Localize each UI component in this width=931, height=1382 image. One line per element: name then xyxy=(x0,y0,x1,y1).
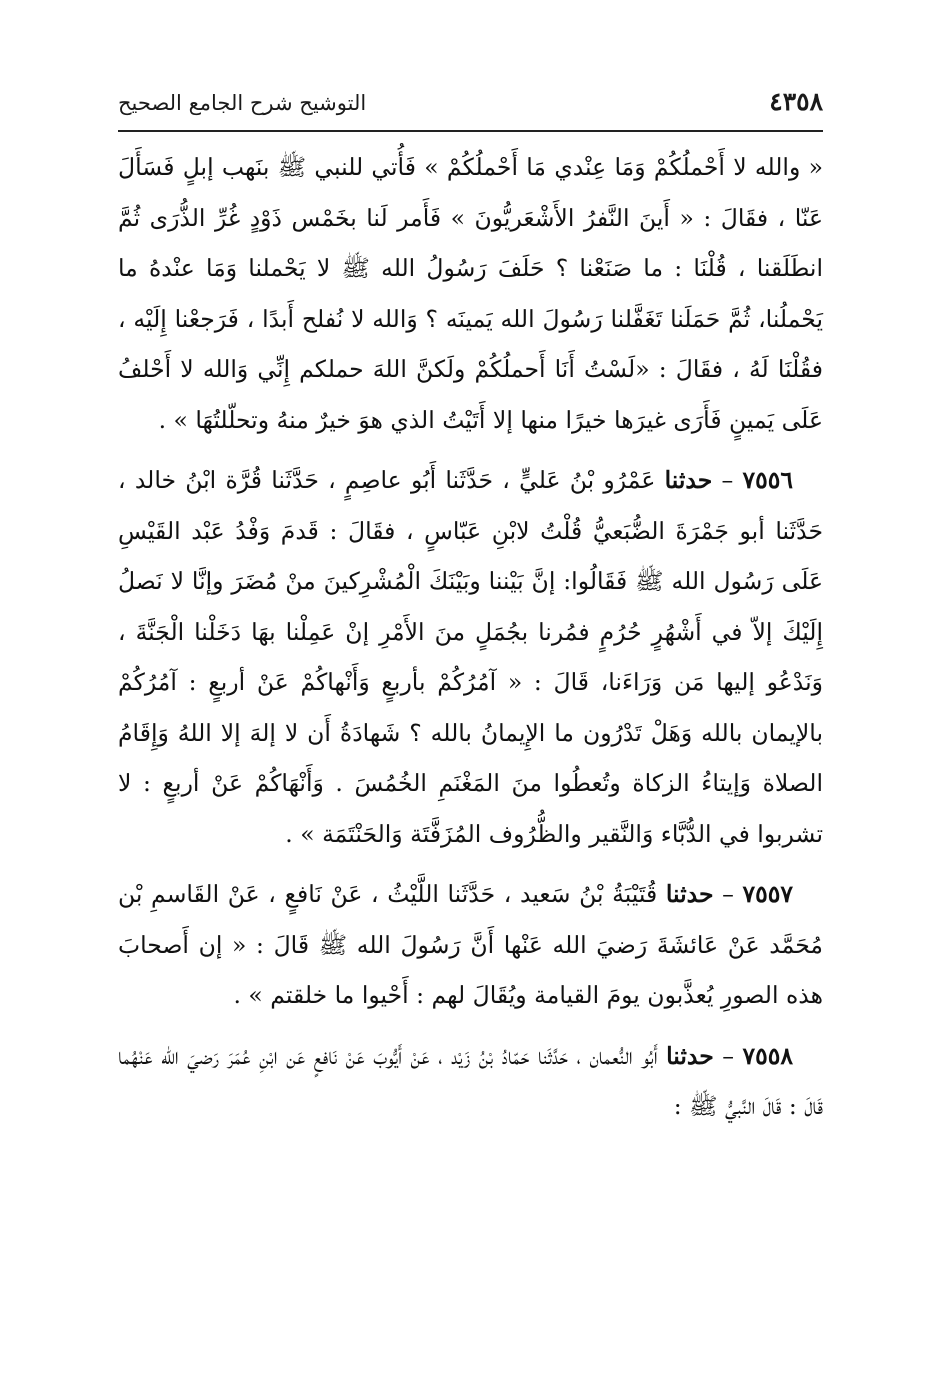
haddathana-keyword: حدثنا xyxy=(666,1041,714,1070)
hadith-7558 xyxy=(118,1031,823,1132)
hadith-dash: – xyxy=(713,1041,743,1070)
hadith-text: أَبُو النُّعمان ، حَدَّثَنا حَمّادُ بْنُ زَيْد ، عَنْ أَيُّوبَ عَنْ نَافعٍ عَن ابْنِ عُمَرَ رَضيَ الله عَنْهُما قَالَ : قَالَ النَّبيُّ ﷺ : xyxy=(118,1041,823,1120)
hadith-dash: – xyxy=(712,466,743,494)
hadith-number: ٧٥٥٧ xyxy=(742,880,793,908)
hadith-7556 xyxy=(118,455,823,859)
hadith-text: عَمْرُو بْنُ عَليٍّ ، حَدَّثَنا أَبُو عاصِمٍ ، حَدَّثَنا قُرَّة ابْنُ خالد ، حَدَّثَنا أبو جَمْرَةَ الضُّبَعيُّ قُلْتُ لابْنِ عَبّاسٍ ، فقَالَ : قَدمَ وَفْدُ عَبْد القَيْسِ عَلَى رَسُول الله ﷺ فَقَالُوا: إنَّ بَيْننا وبَيْنَكَ الْمُشْرِكينَ منْ مُضَرَ وإنَّا لا نَصلُ إِلَيْكَ إلاّ في أَشْهُرٍ حُرُمٍ فمُرنا بجُمَلٍ منَ الأَمْرِ إنْ عَمِلْنا بهَا دَخَلْنا الْجَنَّةَ ، وَنَدْعُو إليها مَن وَرَاءَنا، قَالَ : « آمُرُكُمْ بأربعٍ وَأَنْهاكُمْ عَنْ أربعٍ : آمُرُكُمْ بالإيمان بالله وَهَلْ تَدْرُون ما الإِيمانُ بالله ؟ شَهادَةُ أَن لا إلهَ إلا اللهُ وَإِقَامُ الصلاة وَإيتاءُ الزكاة وتُعطُوا منَ المَغْنَمِ الخُمُسَ . وَأَنْهَاكُمْ عَنْ أربعٍ : لا تشربوا في الدُّبَّاء وَالنَّقير والظُّرُوف المُزَفَّتَة وَالحَنْتَمَة » . xyxy=(118,466,823,848)
hadith-7557 xyxy=(118,869,823,1021)
hadith-number: ٧٥٥٨ xyxy=(742,1041,793,1070)
running-head xyxy=(118,86,823,126)
continued-hadith-paragraph xyxy=(118,142,823,445)
haddathana-keyword: حدثنا xyxy=(665,880,714,908)
hadith-number: ٧٥٥٦ xyxy=(742,466,793,494)
header-divider xyxy=(118,130,823,132)
page-body xyxy=(118,142,823,1142)
haddathana-keyword: حدثنا xyxy=(664,466,713,494)
paragraph-text: « والله لا أَحْملُكُمْ وَمَا عِنْدي مَا أَحْملُكُمْ » فَأُتي للنبي ﷺ بنَهب إبلٍ فَسَأَلَ عَنّا ، فقَالَ : « أَينَ النَّفرُ الأَشْعَريُّونَ » فَأَمر لَنا بخَمْس ذَوْدٍ غُرِّ الذُّرَى ثُمَّ انطَلَقنا ، قُلْنَا : ما صَنَعْنا ؟ حَلَفَ رَسُولُ الله ﷺ لا يَحْملنا وَمَا عنْدهُ ما يَحْملُنا، ثُمَّ حَمَلَنا تَغَفَّلنا رَسُولَ الله يَمينَه ؟ وَالله لا نُفلح أَبدًا ، فَرَجعْنا إِلَيْه ، فقُلْنَا لَهُ ، فقَالَ : «لَسْتُ أَنَا أَحملُكُمْ ولَكنَّ اللهَ حملكم إِنِّي وَالله لا أَحْلفُ عَلَى يَمينٍ فَأَرَى غيرَها خيرًا منها إلا أَتَيْتُ الذي هوَ خيرٌ منهُ وتحلّلتُهَا » . xyxy=(118,153,823,434)
hadith-text: قُتَيْبَةُ بْنُ سَعيد ، حَدَّثَنا اللَّيْثُ ، عَنْ نَافعٍ ، عَنْ القَاسمِ بْن مُحَمَّد عَنْ عَائشَةَ رَضيَ الله عَنْها أَنَّ رَسُولَ الله ﷺ قَالَ : « إن أَصحابَ هذه الصورِ يُعذَّبون يومَ القيامة ويُقَالَ لهم : أَحْيوا ما خلقتم » . xyxy=(118,880,823,1009)
book-title: التوشيح شرح الجامع الصحيح xyxy=(118,91,367,115)
page-number: ٤٣٥٨ xyxy=(769,87,823,116)
hadith-dash: – xyxy=(713,880,743,908)
